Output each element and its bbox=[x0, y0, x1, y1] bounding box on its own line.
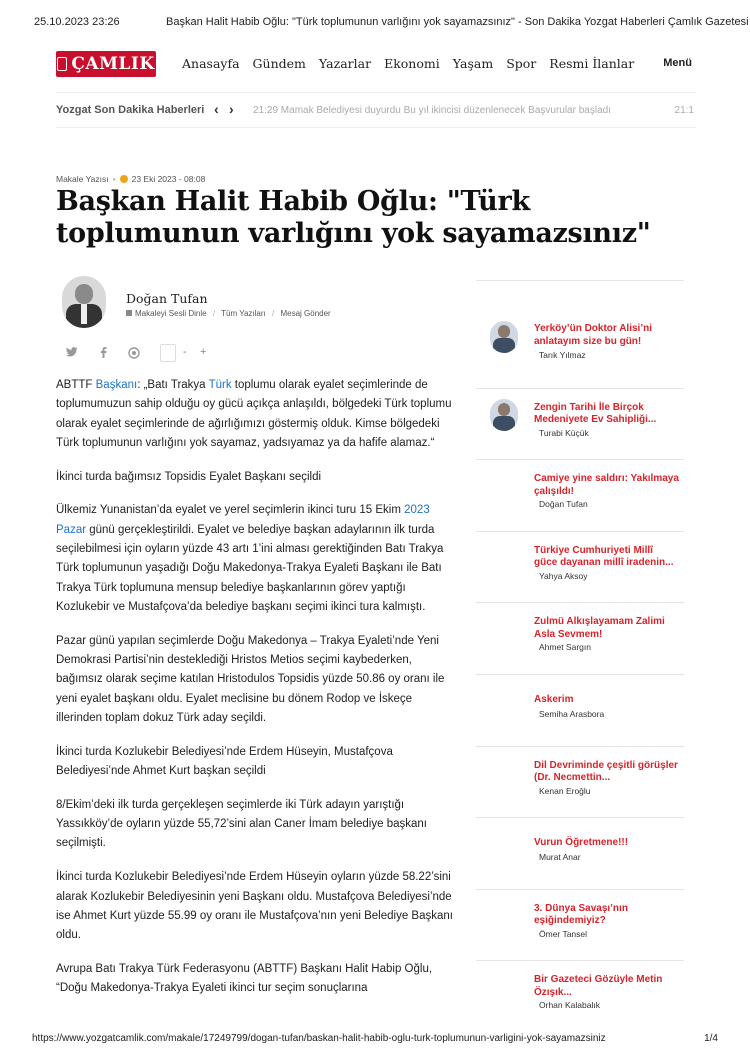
print-date: 25.10.2023 23:26 bbox=[34, 16, 120, 28]
author-links: Makaleyi Sesli Dinle / Tüm Yazıları / Mesaj Gönder bbox=[126, 309, 331, 318]
article-body bbox=[56, 376, 456, 1013]
nav-item-yazarlar[interactable]: Yazarlar bbox=[318, 56, 372, 71]
nav-item-yasam[interactable]: Yaşam bbox=[452, 56, 494, 71]
author-name[interactable]: Doğan Tufan bbox=[126, 291, 208, 306]
nav-item-spor[interactable]: Spor bbox=[506, 56, 537, 71]
sidebar-article-title[interactable]: Vurun Öğretmene!!! bbox=[534, 837, 629, 849]
clock-icon bbox=[120, 175, 128, 183]
sidebar-article-title[interactable]: Bir Gazeteci Gözüyle Metin Özışık... bbox=[534, 974, 663, 998]
sidebar-article-title[interactable]: Zulmü Alkışlayamam Zalimi Asla Sevmem! bbox=[534, 616, 665, 640]
related-articles-sidebar bbox=[476, 280, 684, 1033]
paragraph-3: Ülkemiz Yunanistan’da eyalet ve yerel seçimlerin ikinci turu 15 Ekim 2023 Pazar günü gerçekleştirildi. Eyalet ve belediye başkan adaylarının ilk turda seçilebilmesi için oyların yüzde 43 artı 1’ini alması gerektiğinden Batı Trakya Türk toplumunun yaşadığı Doğu Makedonya-Trakya Eyaleti Başkanı ile Batı Trakya Türk toplumuna mensup belediye başkanlarının görev yaptığı Kozlukebir ve Mustafçova’da belediye başkanı seçimi ikinci tura kalmıştı. bbox=[56, 504, 444, 613]
sidebar-article[interactable] bbox=[476, 818, 684, 890]
sidebar-article[interactable] bbox=[476, 890, 684, 962]
paragraph-5: İkinci turda Kozlukebir Belediyesi’nde Erdem Hüseyin, Mustafçova Belediyesi’nde Ahmet Kurt başkan seçildi bbox=[56, 745, 393, 778]
article-meta bbox=[56, 174, 205, 184]
article-date: 23 Eki 2023 - 08:08 bbox=[131, 174, 206, 184]
sidebar-article[interactable] bbox=[476, 389, 684, 461]
print-page-number: 1/4 bbox=[704, 1033, 718, 1044]
sidebar-article-author: Ahmet Sargın bbox=[539, 642, 591, 653]
facebook-icon[interactable] bbox=[100, 347, 107, 361]
print-title: Başkan Halit Habib Oğlu: "Türk toplumunun varlığını yok sayamazsınız" - Son Dakika Yozgat Haberleri Çamlık Gazetesi bbox=[166, 16, 749, 28]
logo-text: ÇAMLIK bbox=[71, 54, 155, 74]
speaker-icon bbox=[126, 310, 132, 316]
sidebar-article[interactable] bbox=[476, 603, 684, 675]
nav-item-ekonomi[interactable]: Ekonomi bbox=[384, 56, 440, 71]
font-size-box[interactable] bbox=[160, 344, 176, 362]
author-avatar[interactable] bbox=[62, 276, 106, 328]
inline-link-turk[interactable]: Türk bbox=[208, 379, 232, 391]
sidebar-article[interactable] bbox=[476, 460, 684, 532]
sidebar-article[interactable] bbox=[476, 961, 684, 1033]
sidebar-article[interactable] bbox=[476, 747, 684, 819]
sidebar-article-author: Ömer Tansel bbox=[539, 928, 588, 939]
paragraph-7: İkinci turda Kozlukebir Belediyesi’nde Erdem Hüseyin oyların yüzde 58.22’sini alarak Kozlukebir Belediyesinin yeni Başkanı oldu. Mustafçova Belediyesi’nde ise Ahmet Kurt yüzde 55.99 oy oranı ile Mustafçova’nın yeni Belediye Başkanı oldu. bbox=[56, 871, 453, 942]
top-navigation bbox=[56, 48, 696, 82]
sidebar-article-title[interactable]: Camiye yine saldırı: Yakılmaya çalışıldı! bbox=[534, 473, 679, 497]
sidebar-article-author: Murat Anar bbox=[539, 852, 581, 863]
paragraph-2: İkinci turda bağımsız Topsidis Eyalet Başkanı seçildi bbox=[56, 470, 322, 483]
paragraph-4: Pazar günü yapılan seçimlerde Doğu Makedonya – Trakya Eyaleti’nde Yeni Demokrasi Partisi’nin desteklediği Hristos Metios seçimi kaybederken, bağımsız olarak seçime katılan Hristodulos Topsidis yüzde 50.86 oy oranı ile yeni eyalet başkanı oldu. Eyalet meclisine bu dönem Rodop ve İskeçe illerinden toplam dokuz Türk aday seçildi. bbox=[56, 634, 445, 724]
article-title: Başkan Halit Habib Oğlu: "Türk toplumunun varlığını yok sayamazsınız" bbox=[56, 186, 651, 249]
sidebar-article-author: Kenan Eroğlu bbox=[539, 785, 591, 796]
sidebar-article[interactable] bbox=[476, 532, 684, 604]
all-articles-link[interactable]: Tüm Yazıları bbox=[221, 309, 266, 318]
whatsapp-icon[interactable] bbox=[128, 347, 140, 362]
sidebar-article-author: Tarık Yılmaz bbox=[539, 350, 586, 360]
inline-link-baskani[interactable]: Başkanı bbox=[95, 379, 138, 391]
sidebar-article-title[interactable]: 3. Dünya Savaşı’nın eşiğindemiyiz? bbox=[534, 902, 628, 927]
font-increase-button[interactable]: + bbox=[200, 346, 207, 358]
sidebar-article-author: Doğan Tufan bbox=[539, 499, 588, 510]
article-category[interactable]: Makale Yazısı bbox=[56, 174, 109, 184]
nav-item-resmi-ilanlar[interactable]: Resmi İlanlar bbox=[549, 56, 635, 71]
sidebar-article[interactable] bbox=[476, 675, 684, 747]
sidebar-article[interactable] bbox=[476, 317, 684, 389]
ticker-prev-icon[interactable]: ‹ bbox=[214, 101, 219, 117]
print-header bbox=[0, 0, 750, 40]
print-url: https://www.yozgatcamlik.com/makale/17249799/dogan-tufan/baskan-halit-habib-oglu-turk-toplumunun-varligini-yok-sayamazsiniz bbox=[32, 1033, 606, 1044]
sidebar-article-author: Orhan Kalabalık bbox=[539, 1000, 600, 1011]
paragraph-1: ABTTF Başkanı: „Batı Trakya Türk toplumu olarak eyalet seçimlerinde de toplumumuzun sahip olduğu oy gücü açıkça anlaşıldı, bölgedeki Türk toplumu olarak eyalet seçimlerinde de ağırlığımızı göstermiş olduk. Kimse bölgedeki Türk toplumunun varlığını yok sayamaz, yadsıyamaz ya da hafife alamaz.“ bbox=[56, 379, 452, 449]
sidebar-article-author: Semiha Arasbora bbox=[539, 708, 605, 719]
logo-emblem-icon bbox=[57, 57, 67, 71]
paragraph-8: Avrupa Batı Trakya Türk Federasyonu (ABTTF) Başkanı Halit Habip Oğlu, “Doğu Makedonya-Trakya Eyaleti ikinci tur seçim sonuçlarına bbox=[56, 962, 433, 995]
sidebar-article-title[interactable]: Askerim bbox=[534, 693, 574, 705]
breaking-news-ticker bbox=[56, 92, 696, 128]
inline-link-2023-pazar[interactable]: 2023 Pazar bbox=[56, 504, 430, 536]
sidebar-divider bbox=[476, 280, 684, 281]
ticker-news-item[interactable]: 21:29 Mamak Belediyesi duyurdu Bu yıl ikincisi düzenlenecek Başvurular başladı bbox=[253, 105, 611, 116]
ticker-label: Yozgat Son Dakika Haberleri bbox=[56, 104, 205, 116]
author-box bbox=[62, 276, 462, 336]
menu-button[interactable]: Menü bbox=[663, 57, 692, 69]
font-decrease-button[interactable]: - bbox=[183, 346, 187, 358]
nav-item-gundem[interactable]: Gündem bbox=[252, 56, 306, 71]
nav-item-anasayfa[interactable]: Anasayfa bbox=[182, 56, 240, 71]
meta-separator: • bbox=[112, 174, 116, 184]
main-menu bbox=[182, 56, 634, 71]
site-logo[interactable] bbox=[56, 51, 156, 77]
sidebar-article-title[interactable]: Türkiye Cumhuriyeti Millî güce dayanan millî iradenin... bbox=[534, 544, 674, 569]
sidebar-author-avatar bbox=[490, 399, 518, 431]
share-bar bbox=[66, 344, 226, 364]
sidebar-article-title[interactable]: Yerköy’ün Doktor Alisi’ni anlatayım size bu gün! bbox=[534, 323, 652, 347]
listen-link[interactable]: Makaleyi Sesli Dinle bbox=[135, 309, 207, 318]
sidebar-article-title[interactable]: Dil Devriminde çeşitli görüşler (Dr. Necmettin... bbox=[534, 759, 678, 784]
sidebar-article-author: Yahya Aksoy bbox=[539, 570, 588, 581]
paragraph-6: 8/Ekim’deki ilk turda gerçekleşen seçimlerde iki Türk adayın yarıştığı Yassıkköy’de oyların yüzde 55,72’sini alan Caner İmam belediye başkanı seçilmişti. bbox=[56, 798, 427, 850]
ticker-next-time: 21:1 bbox=[674, 105, 694, 116]
ticker-next-icon[interactable]: › bbox=[229, 101, 234, 117]
sidebar-author-avatar bbox=[490, 321, 518, 353]
sidebar-article-author: Turabi Küçük bbox=[539, 427, 589, 438]
twitter-icon[interactable] bbox=[66, 347, 78, 360]
sidebar-article-title[interactable]: Zengin Tarihi İle Birçok Medeniyete Ev Sahipliği... bbox=[534, 401, 657, 426]
send-message-link[interactable]: Mesaj Gönder bbox=[280, 309, 331, 318]
